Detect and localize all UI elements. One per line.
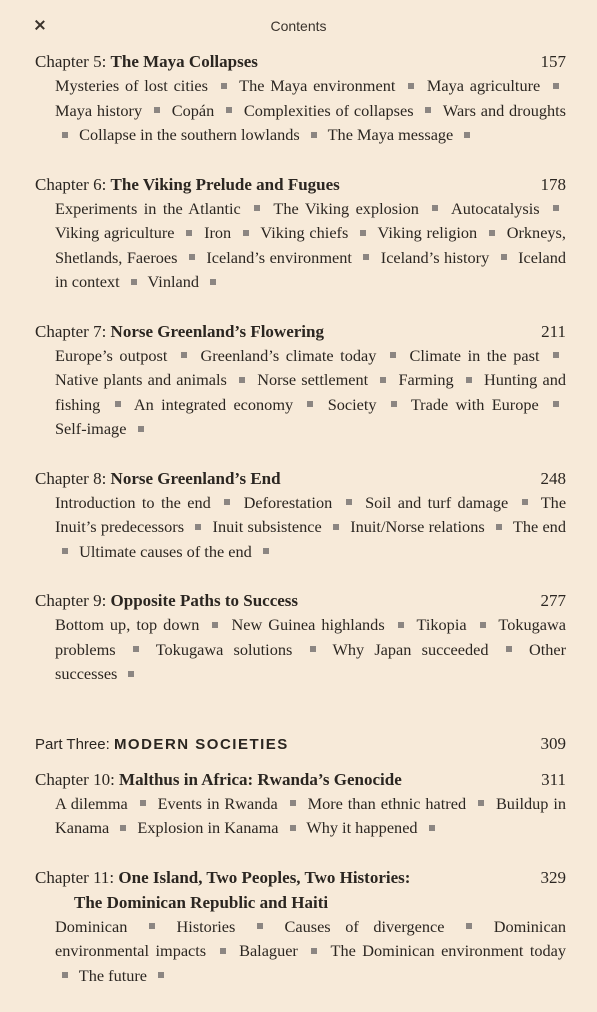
topic-item: New Guinea highlands bbox=[231, 615, 385, 634]
chapter-label: Chapter 6: bbox=[35, 174, 111, 194]
chapter-heading[interactable] bbox=[35, 767, 566, 792]
chapter-group-part-two bbox=[35, 49, 566, 687]
separator-bullet-icon bbox=[195, 524, 201, 530]
separator-bullet-icon bbox=[254, 205, 260, 211]
separator-bullet-icon bbox=[390, 352, 396, 358]
chapter-heading-text bbox=[35, 172, 340, 197]
topic-item: Bottom up, top down bbox=[55, 615, 200, 634]
topic-item: Events in Rwanda bbox=[157, 793, 278, 813]
separator-bullet-icon bbox=[138, 426, 144, 432]
chapter-entry bbox=[35, 466, 566, 565]
separator-bullet-icon bbox=[120, 825, 126, 831]
separator-bullet-icon bbox=[140, 800, 146, 806]
separator-bullet-icon bbox=[489, 230, 495, 236]
separator-bullet-icon bbox=[380, 377, 386, 383]
separator-bullet-icon bbox=[212, 622, 218, 628]
separator-bullet-icon bbox=[221, 83, 227, 89]
separator-bullet-icon bbox=[553, 401, 559, 407]
topic-item: Inuit/Norse relations bbox=[350, 517, 485, 536]
topic-item: A dilemma bbox=[55, 793, 128, 813]
topic-item: Iceland in context bbox=[55, 247, 567, 291]
topic-list bbox=[35, 491, 566, 565]
topic-item: Explosion in Kanama bbox=[137, 818, 279, 837]
chapter-title: Norse Greenland’s End bbox=[110, 468, 281, 488]
separator-bullet-icon bbox=[478, 800, 484, 806]
separator-bullet-icon bbox=[290, 800, 296, 806]
separator-bullet-icon bbox=[158, 972, 164, 978]
chapter-page-number: 211 bbox=[541, 321, 566, 341]
separator-bullet-icon bbox=[496, 524, 502, 530]
separator-bullet-icon bbox=[311, 132, 317, 138]
separator-bullet-icon bbox=[522, 499, 528, 505]
topic-list bbox=[35, 197, 566, 295]
topic-item: Greenland’s climate today bbox=[200, 345, 377, 365]
topic-item: The Maya message bbox=[327, 125, 454, 144]
part-page-number: 309 bbox=[540, 733, 566, 753]
separator-bullet-icon bbox=[464, 132, 470, 138]
chapter-heading[interactable] bbox=[35, 466, 566, 491]
separator-bullet-icon bbox=[62, 972, 68, 978]
topic-item: The Viking explosion bbox=[273, 198, 419, 218]
separator-bullet-icon bbox=[333, 524, 339, 530]
topic-list bbox=[35, 344, 566, 442]
topic-item: Autocatalysis bbox=[450, 198, 540, 218]
topic-item: Iron bbox=[204, 223, 232, 242]
separator-bullet-icon bbox=[553, 352, 559, 358]
separator-bullet-icon bbox=[115, 401, 121, 407]
separator-bullet-icon bbox=[263, 548, 269, 554]
topic-item: Soil and turf damage bbox=[365, 492, 509, 512]
topic-item: Farming bbox=[398, 370, 454, 389]
topic-item: Why it happened bbox=[306, 818, 418, 837]
topic-item: Balaguer bbox=[239, 941, 298, 960]
separator-bullet-icon bbox=[310, 646, 316, 652]
separator-bullet-icon bbox=[425, 107, 431, 113]
separator-bullet-icon bbox=[466, 377, 472, 383]
chapter-heading-text bbox=[35, 466, 281, 491]
separator-bullet-icon bbox=[553, 205, 559, 211]
topic-item: Why Japan succeeded bbox=[332, 639, 489, 659]
topic-item: Histories bbox=[176, 916, 236, 936]
topic-item: Other successes bbox=[55, 639, 567, 683]
separator-bullet-icon bbox=[181, 352, 187, 358]
chapter-heading-text bbox=[35, 767, 402, 792]
topic-item: The Dominican environment today bbox=[330, 941, 567, 960]
separator-bullet-icon bbox=[408, 83, 414, 89]
topic-item: More than ethnic hatred bbox=[307, 793, 467, 813]
top-bar bbox=[0, 14, 597, 42]
topic-item: Mysteries of lost cities bbox=[55, 76, 208, 95]
separator-bullet-icon bbox=[391, 401, 397, 407]
topic-item: Complexities of collapses bbox=[243, 100, 414, 120]
topic-item: Trade with Europe bbox=[410, 394, 539, 414]
chapter-title: Opposite Paths to Success bbox=[110, 591, 299, 610]
topic-item: Iceland’s history bbox=[380, 247, 490, 267]
separator-bullet-icon bbox=[226, 107, 232, 113]
topic-item: Copán bbox=[171, 100, 215, 120]
chapter-heading-text bbox=[35, 865, 410, 915]
chapter-entry bbox=[35, 172, 566, 295]
separator-bullet-icon bbox=[480, 622, 486, 628]
chapter-entry bbox=[35, 767, 566, 841]
topic-item: Tikopia bbox=[416, 615, 467, 634]
chapter-title: The Maya Collapses bbox=[110, 52, 258, 71]
chapter-title: Malthus in Africa: Rwanda’s Genocide bbox=[119, 769, 402, 789]
separator-bullet-icon bbox=[398, 622, 404, 628]
topic-item: Vinland bbox=[147, 272, 199, 291]
chapter-heading-text bbox=[35, 319, 324, 344]
topic-item: The Maya environment bbox=[239, 76, 396, 95]
contents-list bbox=[35, 49, 566, 1012]
part-heading[interactable] bbox=[35, 734, 566, 754]
separator-bullet-icon bbox=[346, 499, 352, 505]
separator-bullet-icon bbox=[360, 230, 366, 236]
chapter-group-part-three bbox=[35, 767, 566, 989]
chapter-heading-text bbox=[35, 49, 258, 74]
topic-list bbox=[35, 613, 566, 687]
topic-item: Iceland’s environment bbox=[206, 247, 352, 267]
topic-item: Maya agriculture bbox=[426, 76, 541, 95]
separator-bullet-icon bbox=[466, 923, 472, 929]
separator-bullet-icon bbox=[363, 254, 369, 260]
chapter-title: One Island, Two Peoples, Two Histories: bbox=[118, 867, 411, 887]
chapter-page-number: 178 bbox=[540, 174, 566, 194]
separator-bullet-icon bbox=[290, 825, 296, 831]
chapter-label: Chapter 11: bbox=[35, 867, 119, 887]
topic-item: Viking religion bbox=[377, 223, 478, 242]
separator-bullet-icon bbox=[224, 499, 230, 505]
topic-item: Maya history bbox=[55, 100, 143, 120]
topic-item: Experiments in the Atlantic bbox=[55, 198, 241, 218]
topic-item: Inuit subsistence bbox=[212, 517, 322, 536]
chapter-heading[interactable] bbox=[35, 49, 566, 74]
topic-list bbox=[35, 74, 566, 148]
chapter-page-number: 311 bbox=[541, 769, 566, 789]
topic-item: The future bbox=[78, 965, 148, 985]
topic-item: Climate in the past bbox=[409, 345, 540, 365]
separator-bullet-icon bbox=[133, 646, 139, 652]
topic-item: Tokugawa solutions bbox=[155, 639, 293, 659]
chapter-heading[interactable] bbox=[35, 865, 566, 915]
topic-item: Causes of divergence bbox=[284, 916, 445, 936]
chapter-label: Chapter 10: bbox=[35, 769, 120, 789]
chapter-entry bbox=[35, 588, 566, 687]
chapter-heading[interactable] bbox=[35, 319, 566, 344]
separator-bullet-icon bbox=[62, 548, 68, 554]
topic-item: Ultimate causes of the end bbox=[79, 541, 252, 561]
separator-bullet-icon bbox=[131, 279, 137, 285]
topic-item: Society bbox=[327, 394, 377, 414]
topic-list bbox=[35, 792, 566, 841]
separator-bullet-icon bbox=[553, 83, 559, 89]
separator-bullet-icon bbox=[501, 254, 507, 260]
topic-item: Deforestation bbox=[243, 492, 333, 512]
separator-bullet-icon bbox=[243, 230, 249, 236]
chapter-entry bbox=[35, 319, 566, 442]
separator-bullet-icon bbox=[220, 948, 226, 954]
chapter-entry bbox=[35, 865, 566, 989]
topic-item: Collapse in the southern lowlands bbox=[79, 125, 300, 144]
separator-bullet-icon bbox=[307, 401, 313, 407]
separator-bullet-icon bbox=[149, 923, 155, 929]
chapter-label: Chapter 9: bbox=[35, 591, 111, 610]
topic-item: Dominican bbox=[55, 916, 128, 936]
separator-bullet-icon bbox=[189, 254, 195, 260]
separator-bullet-icon bbox=[429, 825, 435, 831]
part-label: Part Three: bbox=[35, 735, 114, 753]
topic-item: Self-image bbox=[55, 419, 127, 438]
chapter-page-number: 157 bbox=[540, 52, 566, 71]
chapter-title: Norse Greenland’s Flowering bbox=[110, 321, 324, 341]
topic-item: Viking agriculture bbox=[55, 223, 175, 242]
chapter-title-continued: The Dominican Republic and Haiti bbox=[74, 892, 329, 912]
topic-item: The Inuit’s predecessors bbox=[55, 492, 567, 536]
part-name: MODERN SOCIETIES bbox=[113, 735, 289, 753]
separator-bullet-icon bbox=[128, 671, 134, 677]
separator-bullet-icon bbox=[311, 948, 317, 954]
chapter-page-number: 248 bbox=[540, 468, 566, 488]
topic-item: The end bbox=[512, 517, 566, 536]
chapter-page-number: 277 bbox=[540, 591, 566, 610]
topic-list bbox=[35, 915, 566, 989]
topic-item: Norse settlement bbox=[257, 370, 369, 389]
separator-bullet-icon bbox=[154, 107, 160, 113]
chapter-label: Chapter 8: bbox=[35, 468, 111, 488]
chapter-heading[interactable] bbox=[35, 588, 566, 613]
topic-item: Tokugawa problems bbox=[55, 615, 566, 659]
chapter-entry bbox=[35, 49, 566, 148]
topic-item: Hunting and fishing bbox=[55, 370, 566, 414]
chapter-title: The Viking Prelude and Fugues bbox=[110, 174, 340, 194]
separator-bullet-icon bbox=[506, 646, 512, 652]
chapter-heading-text bbox=[35, 588, 298, 613]
separator-bullet-icon bbox=[186, 230, 192, 236]
topic-item: Orkneys, Shetlands, Faeroes bbox=[55, 223, 566, 267]
chapter-label: Chapter 5: bbox=[35, 52, 111, 71]
chapter-heading[interactable] bbox=[35, 172, 566, 197]
chapter-page-number: 329 bbox=[540, 867, 566, 887]
separator-bullet-icon bbox=[257, 923, 263, 929]
topic-item: Viking chiefs bbox=[260, 223, 349, 242]
topic-item: Wars and droughts bbox=[442, 100, 567, 120]
topic-item: Introduction to the end bbox=[55, 492, 211, 512]
topic-item: Dominican environmental impacts bbox=[55, 916, 567, 960]
topic-item: Buildup in Kanama bbox=[55, 793, 566, 837]
topic-item: An integrated economy bbox=[133, 394, 294, 414]
separator-bullet-icon bbox=[62, 132, 68, 138]
separator-bullet-icon bbox=[239, 377, 245, 383]
topic-item: Native plants and animals bbox=[55, 370, 227, 389]
chapter-label: Chapter 7: bbox=[35, 321, 111, 341]
separator-bullet-icon bbox=[432, 205, 438, 211]
separator-bullet-icon bbox=[210, 279, 216, 285]
topic-item: Europe’s outpost bbox=[55, 345, 168, 365]
page-title: Contents bbox=[270, 18, 327, 34]
